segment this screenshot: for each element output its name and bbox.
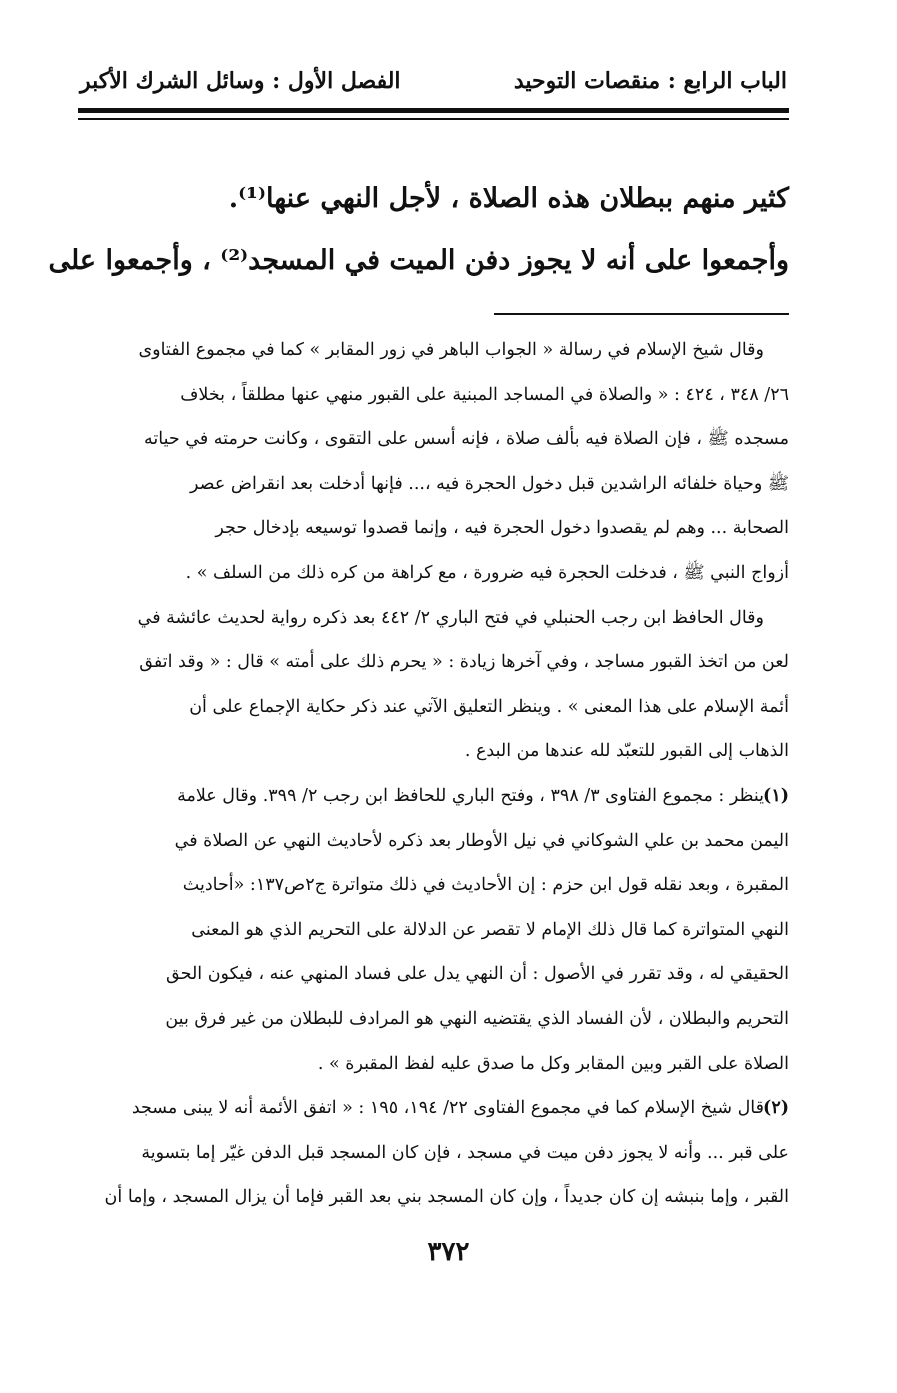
header-rule-thick <box>78 108 789 113</box>
running-header <box>80 62 787 102</box>
footnote-cont-line: الذهاب إلى القبور للتعبّد لله عندها من البدع . <box>464 741 789 762</box>
footnote-cont-line: لعن من اتخذ القبور مساجد ، وفي آخرها زيادة : « يحرم ذلك على أمته » قال : « وقد اتفق <box>139 652 789 673</box>
main-text <box>48 168 789 292</box>
footnote-2-line: على قبر ... وأنه لا يجوز دفن ميت في مسجد ، فإن كان المسجد قبل الدفن غيّر إما بتسوية <box>141 1142 789 1163</box>
header-chapter-title: الباب الرابع : منقصات التوحيد <box>513 68 787 94</box>
main-line-1: كثير منهم ببطلان هذه الصلاة ، لأجل النهي عنها⁽¹⁾. <box>228 183 789 214</box>
footnote-1-line: المقبرة ، وبعد نقله قول ابن حزم : إن الأحاديث في ذلك متواترة ج٢ص١٣٧: «أحاديث <box>182 875 789 896</box>
footnote-1-line: النهي المتواترة كما قال ذلك الإمام لا تقصر عن الدلالة على التحريم الذي هو المعنى <box>191 919 789 940</box>
header-rule-thin <box>78 118 789 120</box>
footnote-1-line: اليمن محمد بن علي الشوكاني في نيل الأوطار بعد ذكره لأحاديث النهي عن الصلاة في <box>174 830 789 851</box>
footnote-cont-line: ﷺ وحياة خلفائه الراشدين قبل دخول الحجرة فيه ،... فإنها أدخلت بعد انقراض عصر <box>190 473 789 494</box>
header-section-title: الفصل الأول : وسائل الشرك الأكبر <box>80 68 401 94</box>
footnote-1-text: ينظر : مجموع الفتاوى ٣/ ٣٩٨ ، وفتح الباري للحافظ ابن رجب ٢/ ٣٩٩. وقال علامة <box>177 785 764 806</box>
footnote-1-number: (١) <box>763 785 789 806</box>
footnote-1-line: التحريم والبطلان ، لأن الفساد الذي يقتضيه النهي هو المرادف للبطلان من غير فرق بين <box>165 1008 789 1029</box>
page-number: ٣٧٢ <box>427 1237 470 1267</box>
footnote-1-line: الحقيقي له ، وقد تقرر في الأصول : أن النهي يدل على فساد المنهي عنه ، فيكون الحق <box>166 964 789 985</box>
footnote-2-line <box>80 1086 789 1131</box>
footnote-cont-line: أئمة الإسلام على هذا المعنى » . وينظر التعليق الآتي عند ذكر حكاية الإجماع على أن <box>189 696 789 717</box>
footnote-2-number: (٢) <box>763 1098 789 1119</box>
footnote-cont-line: وقال الحافظ ابن رجب الحنبلي في فتح الباري ٢/ ٤٤٢ بعد ذكره رواية لحديث عائشة في <box>137 607 764 628</box>
footnote-2-text: قال شيخ الإسلام كما في مجموع الفتاوى ٢٢/ ١٩٤، ١٩٥ : « اتفق الأئمة أنه لا يبنى مسجد <box>131 1098 764 1119</box>
footnote-1-line: الصلاة على القبر وبين المقابر وكل ما صدق عليه لفظ المقبرة » . <box>317 1053 789 1074</box>
footnote-cont-line: مسجده ﷺ ، فإن الصلاة فيه بألف صلاة ، فإنه أسس على التقوى ، وكانت حرمته في حياته <box>144 429 789 450</box>
footnote-cont-line: ٢٦/ ٣٤٨ ، ٤٢٤ : « والصلاة في المساجد المبنية على القبور منهي عنها مطلقاً ، بخلاف <box>180 384 789 405</box>
footnotes <box>80 328 789 1220</box>
main-line-2: وأجمعوا على أنه لا يجوز دفن الميت في المسجد⁽²⁾ ، وأجمعوا على <box>48 245 789 276</box>
footnote-2-line: القبر ، وإما بنبشه إن كان جديداً ، وإن كان المسجد بني بعد القبر فإما أن يزال المسجد ، وإما أن <box>104 1187 789 1208</box>
footnote-cont-line: أزواج النبي ﷺ ، فدخلت الحجرة فيه ضرورة ، مع كراهة من كره ذلك من السلف » . <box>185 562 789 583</box>
footnote-separator <box>494 313 789 315</box>
footnote-1-line <box>80 774 789 819</box>
footnote-cont-line: الصحابة ... وهم لم يقصدوا دخول الحجرة فيه ، وإنما قصدوا توسيعه بإدخال حجر <box>215 518 789 539</box>
footnote-cont-line: وقال شيخ الإسلام في رسالة « الجواب الباهر في زور المقابر » كما في مجموع الفتاوى <box>138 340 764 360</box>
